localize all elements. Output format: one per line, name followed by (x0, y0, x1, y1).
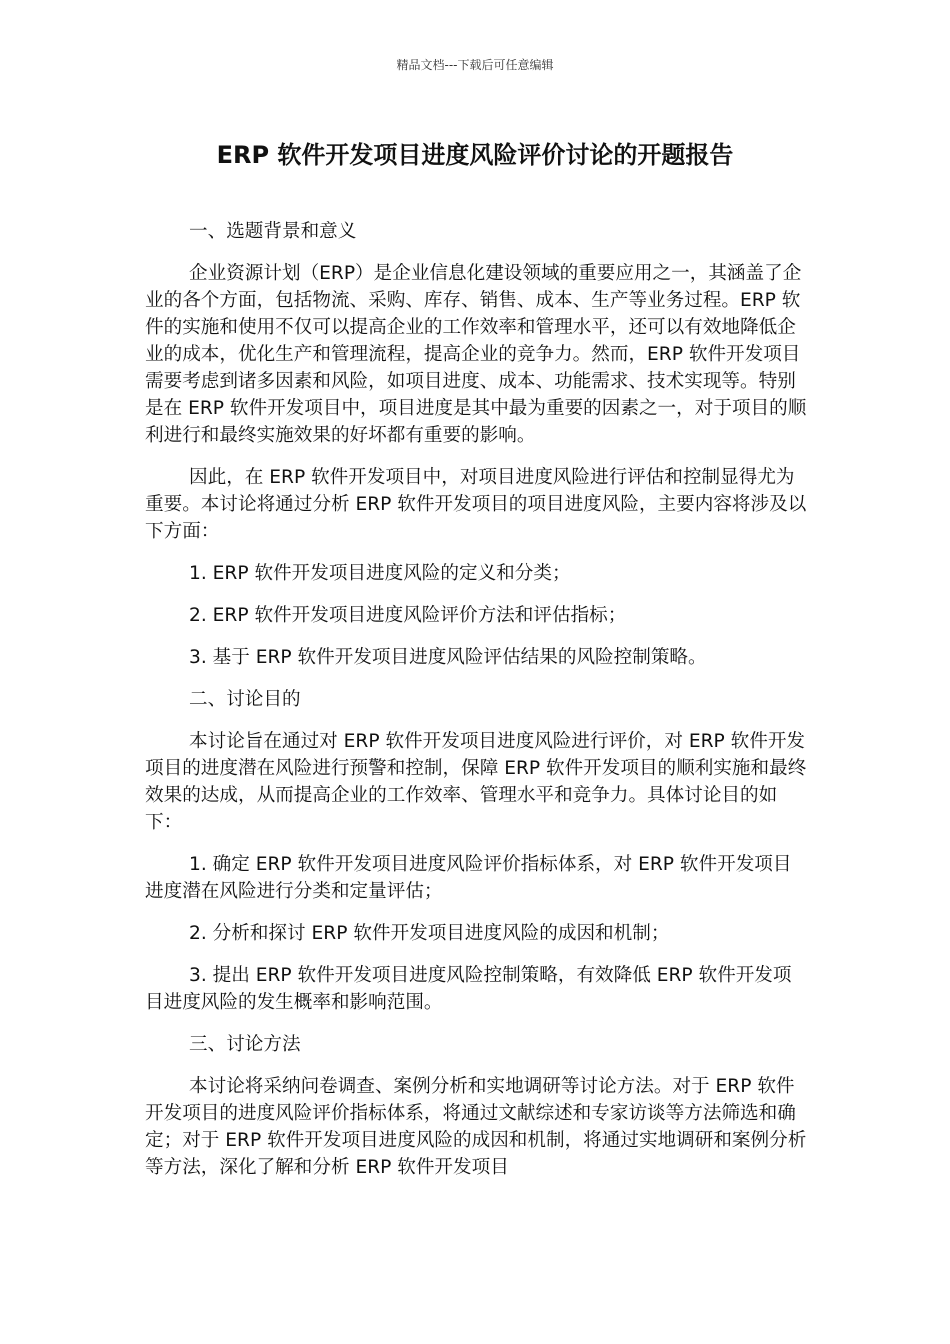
list-item: 2. ERP 软件开发项目进度风险评价方法和评估指标； (189, 605, 627, 626)
document-title: ERP 软件开发项目进度风险评价讨论的开题报告 (216, 141, 734, 169)
paragraph-erp-intro: 企业资源计划（ERP）是企业信息化建设领域的重要应用之一，其涵盖了企业的各个方面，包括物流、采购、库存、销售、成本、生产等业务过程。ERP 软件的实施和使用不仅可以提高企业的工作效率和管理水平，还可以有效地降低企业的成本，优化生产和管理流程，提高企业的竞争力。然而，ERP 软件开发项目需要考虑到诸多因素和风险，如项目进度、成本、功能需求、技术实现等。特别是在 ERP 软件开发项目中，项目进度是其中最为重要的因素之一，对于项目的顺利进行和最终实施效果的好坏都有重要的影响。 (145, 263, 807, 446)
list-item: 2. 分析和探讨 ERP 软件开发项目进度风险的成因和机制； (189, 923, 670, 944)
paragraph-purpose: 本讨论旨在通过对 ERP 软件开发项目进度风险进行评价，对 ERP 软件开发项目的进度潜在风险进行预警和控制，保障 ERP 软件开发项目的顺利实施和最终效果的达成，从而提高企业的工作效率、管理水平和竞争力。具体讨论目的如下： (145, 731, 807, 833)
list-item: 3. 基于 ERP 软件开发项目进度风险评估结果的风险控制策略。 (189, 647, 707, 668)
section-heading-background: 一、选题背景和意义 (189, 221, 357, 242)
section-heading-purpose: 二、讨论目的 (189, 689, 301, 710)
header-note: 精品文档---下载后可任意编辑 (396, 58, 554, 72)
list-item: 1. 确定 ERP 软件开发项目进度风险评价指标体系，对 ERP 软件开发项目进度潜在风险进行分类和定量评估； (145, 854, 792, 902)
paragraph-risk-importance: 因此，在 ERP 软件开发项目中，对项目进度风险进行评估和控制显得尤为重要。本讨论将通过分析 ERP 软件开发项目的项目进度风险，主要内容将涉及以下方面： (145, 467, 807, 542)
list-item: 1. ERP 软件开发项目进度风险的定义和分类； (189, 563, 571, 584)
section-heading-methods: 三、讨论方法 (189, 1034, 301, 1055)
document-body (145, 218, 807, 1196)
list-item: 3. 提出 ERP 软件开发项目进度风险控制策略，有效降低 ERP 软件开发项目进度风险的发生概率和影响范围。 (145, 965, 792, 1013)
paragraph-methods: 本讨论将采纳问卷调查、案例分析和实地调研等讨论方法。对于 ERP 软件开发项目的进度风险评价指标体系，将通过文献综述和专家访谈等方法筛选和确定；对于 ERP 软件开发项目进度风险的成因和机制，将通过实地调研和案例分析等方法，深化了解和分析 ERP 软件开发项目 (145, 1076, 807, 1178)
